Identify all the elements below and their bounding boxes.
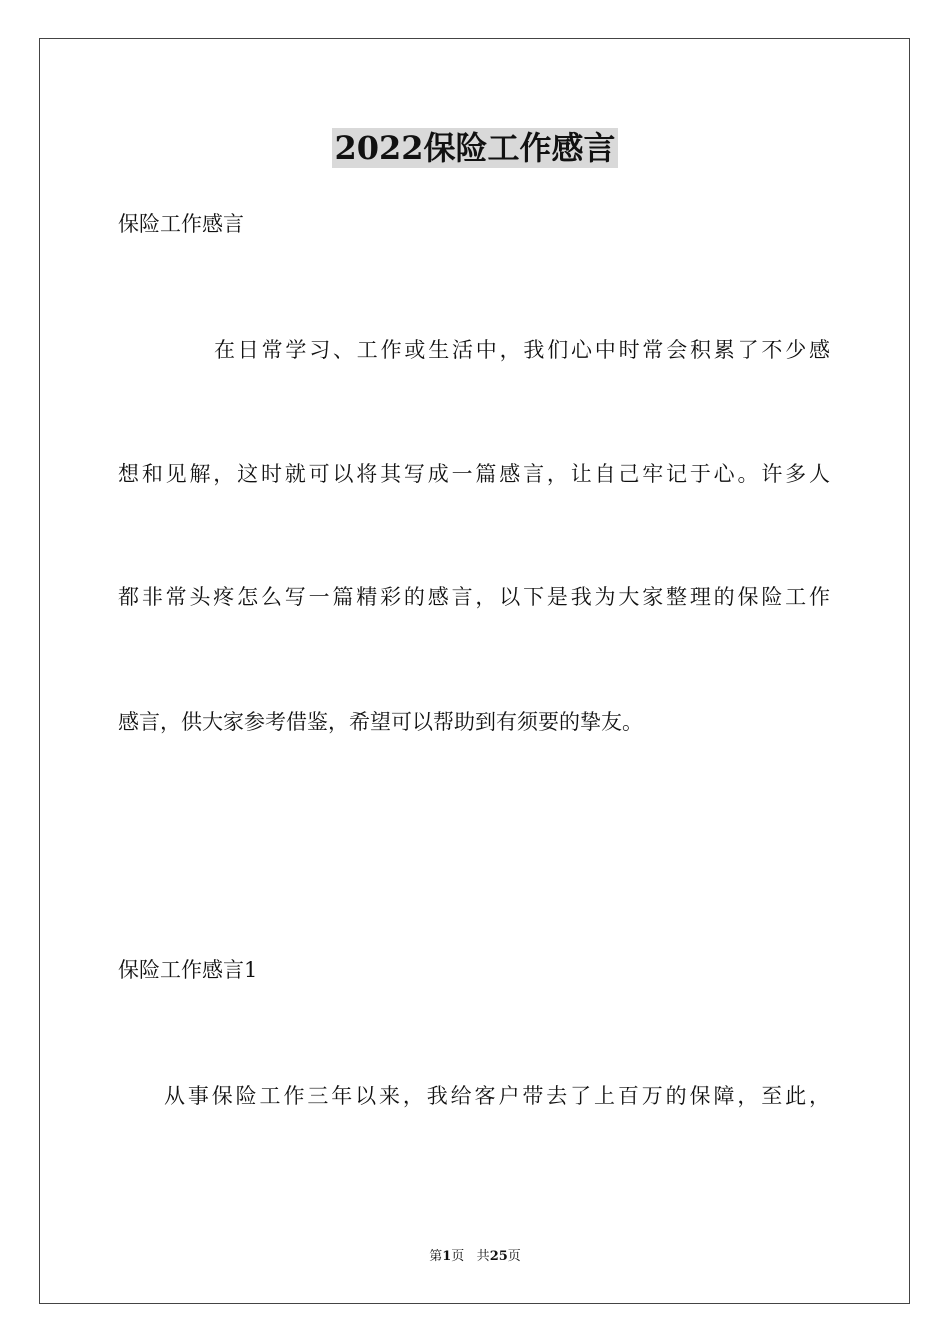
footer-page-suffix: 页 — [451, 1249, 465, 1264]
footer-total-prefix: 共 — [476, 1249, 490, 1264]
footer-total-suffix: 页 — [507, 1249, 521, 1264]
footer-page-total: 25 — [489, 1249, 508, 1264]
intro-line-3: 都非常头疼怎么写一篇精彩的感言，以下是我为大家整理的保险工作 — [118, 585, 830, 609]
document-title — [0, 128, 950, 174]
intro-line-1: 在日常学习、工作或生活中，我们心中时常会积累了不少感 — [214, 338, 830, 362]
section-1-heading: 保险工作感言1 — [118, 958, 258, 982]
section-1-line-1: 从事保险工作三年以来，我给客户带去了上百万的保障，至此， — [164, 1084, 830, 1108]
intro-line-2: 想和见解，这时就可以将其写成一篇感言，让自己牢记于心。许多人 — [118, 462, 830, 486]
page-footer — [0, 1248, 950, 1266]
subtitle: 保险工作感言 — [118, 212, 244, 236]
document-title-text: 2022保险工作感言 — [334, 129, 616, 167]
footer-page-prefix: 第 — [429, 1249, 443, 1264]
intro-line-4: 感言，供大家参考借鉴，希望可以帮助到有须要的挚友。 — [118, 710, 643, 734]
footer-page-current: 1 — [442, 1249, 452, 1264]
